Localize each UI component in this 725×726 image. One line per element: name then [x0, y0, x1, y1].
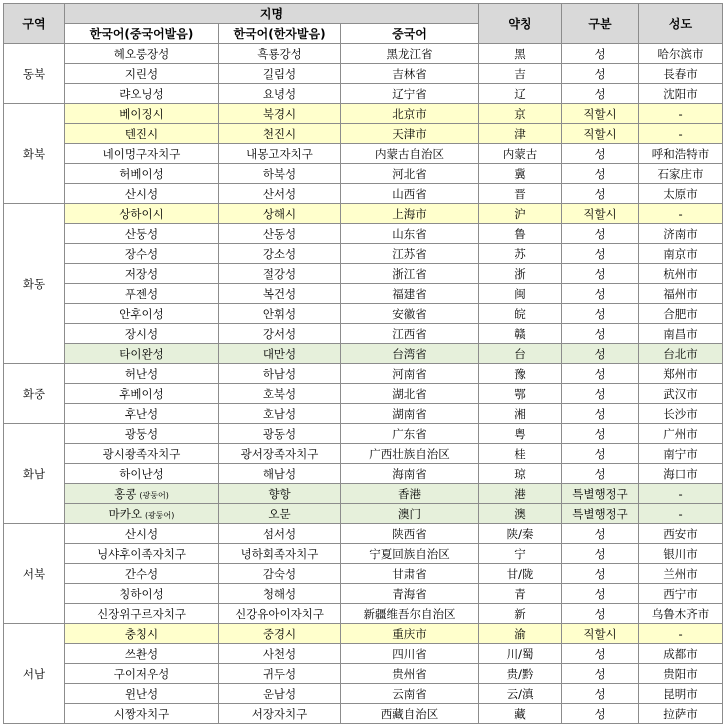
table-row [4, 524, 723, 544]
region-cell: 화남 [4, 424, 65, 524]
korean-hanja-name-cell: 복건성 [219, 284, 341, 304]
capital-cell: - [639, 624, 723, 644]
korean-chinese-name-cell: 네이멍구자치구 [65, 144, 219, 164]
abbreviation-cell: 京 [479, 104, 562, 124]
table-row [4, 644, 723, 664]
korean-hanja-name-cell: 신강유아이자치구 [219, 604, 341, 624]
region-cell: 서북 [4, 524, 65, 624]
region-cell: 화북 [4, 104, 65, 204]
korean-chinese-name-cell: 안후이성 [65, 304, 219, 324]
abbreviation-cell: 川/蜀 [479, 644, 562, 664]
korean-chinese-name-cell: 저장성 [65, 264, 219, 284]
chinese-name-cell: 江苏省 [341, 244, 479, 264]
korean-chinese-name-cell: 랴오닝성 [65, 84, 219, 104]
abbreviation-cell: 津 [479, 124, 562, 144]
table-row [4, 404, 723, 424]
table-row [4, 684, 723, 704]
abbreviation-cell: 陕/秦 [479, 524, 562, 544]
capital-cell: 福州市 [639, 284, 723, 304]
korean-chinese-name-cell: 시짱자치구 [65, 704, 219, 724]
capital-cell: - [639, 124, 723, 144]
division-cell: 성 [562, 144, 639, 164]
table-row [4, 444, 723, 464]
region-cell: 화동 [4, 204, 65, 364]
table-row [4, 124, 723, 144]
korean-hanja-name-cell: 흑룡강성 [219, 44, 341, 64]
division-cell: 성 [562, 364, 639, 384]
capital-cell: - [639, 504, 723, 524]
capital-cell: 济南市 [639, 224, 723, 244]
capital-cell: 南宁市 [639, 444, 723, 464]
chinese-name-cell: 青海省 [341, 584, 479, 604]
division-cell: 성 [562, 324, 639, 344]
capital-cell: 成都市 [639, 644, 723, 664]
korean-hanja-name-cell: 천진시 [219, 124, 341, 144]
korean-chinese-name-cell: 닝샤후이족자치구 [65, 544, 219, 564]
chinese-name-cell: 新疆维吾尔自治区 [341, 604, 479, 624]
chinese-name-cell: 上海市 [341, 204, 479, 224]
chinese-name-cell: 云南省 [341, 684, 479, 704]
chinese-name-cell: 内蒙古自治区 [341, 144, 479, 164]
capital-cell: 呼和浩特市 [639, 144, 723, 164]
table-row [4, 504, 723, 524]
chinese-name-cell: 甘肃省 [341, 564, 479, 584]
abbreviation-cell: 粤 [479, 424, 562, 444]
korean-hanja-name-cell: 내몽고자치구 [219, 144, 341, 164]
korean-hanja-name-cell: 요녕성 [219, 84, 341, 104]
table-row [4, 604, 723, 624]
capital-cell: - [639, 104, 723, 124]
capital-cell: 長春市 [639, 64, 723, 84]
chinese-name-cell: 福建省 [341, 284, 479, 304]
header-region: 구역 [4, 4, 65, 44]
abbreviation-cell: 豫 [479, 364, 562, 384]
chinese-name-cell: 北京市 [341, 104, 479, 124]
capital-cell: 乌鲁木齐市 [639, 604, 723, 624]
korean-chinese-name-cell: 광시좡족자치구 [65, 444, 219, 464]
table-row [4, 224, 723, 244]
division-cell: 성 [562, 704, 639, 724]
chinese-name-cell: 贵州省 [341, 664, 479, 684]
capital-cell: 兰州市 [639, 564, 723, 584]
table-row [4, 284, 723, 304]
capital-cell: 武汉市 [639, 384, 723, 404]
table-row [4, 264, 723, 284]
header-korean-hanja-pronunciation: 한국어(한자발음) [219, 24, 341, 44]
table-row [4, 304, 723, 324]
chinese-name-cell: 宁夏回族自治区 [341, 544, 479, 564]
abbreviation-cell: 冀 [479, 164, 562, 184]
division-cell: 성 [562, 444, 639, 464]
header-abbreviation: 약칭 [479, 4, 562, 44]
province-table [3, 3, 723, 724]
chinese-name-cell: 陕西省 [341, 524, 479, 544]
abbreviation-cell: 青 [479, 584, 562, 604]
chinese-name-cell: 西藏自治区 [341, 704, 479, 724]
abbreviation-cell: 鄂 [479, 384, 562, 404]
abbreviation-cell: 鲁 [479, 224, 562, 244]
abbreviation-cell: 藏 [479, 704, 562, 724]
korean-hanja-name-cell: 하남성 [219, 364, 341, 384]
abbreviation-cell: 湘 [479, 404, 562, 424]
capital-cell: 长沙市 [639, 404, 723, 424]
abbreviation-cell: 渝 [479, 624, 562, 644]
abbreviation-cell: 琼 [479, 464, 562, 484]
region-cell: 동북 [4, 44, 65, 104]
division-cell: 성 [562, 344, 639, 364]
chinese-name-cell: 天津市 [341, 124, 479, 144]
division-cell: 성 [562, 164, 639, 184]
chinese-name-cell: 海南省 [341, 464, 479, 484]
division-cell: 직할시 [562, 124, 639, 144]
capital-cell: 银川市 [639, 544, 723, 564]
header-place-name: 지명 [65, 4, 479, 24]
chinese-name-cell: 辽宁省 [341, 84, 479, 104]
division-cell: 성 [562, 64, 639, 84]
abbreviation-cell: 澳 [479, 504, 562, 524]
abbreviation-cell: 吉 [479, 64, 562, 84]
korean-hanja-name-cell: 산동성 [219, 224, 341, 244]
division-cell: 성 [562, 464, 639, 484]
table-row [4, 104, 723, 124]
capital-cell: 台北市 [639, 344, 723, 364]
korean-chinese-name-cell: 칭하이성 [65, 584, 219, 604]
abbreviation-cell: 苏 [479, 244, 562, 264]
table-row [4, 424, 723, 444]
capital-cell: 杭州市 [639, 264, 723, 284]
division-cell: 성 [562, 544, 639, 564]
capital-cell: 广州市 [639, 424, 723, 444]
abbreviation-cell: 黑 [479, 44, 562, 64]
region-cell: 화중 [4, 364, 65, 424]
korean-hanja-name-cell: 오문 [219, 504, 341, 524]
korean-hanja-name-cell: 하북성 [219, 164, 341, 184]
korean-hanja-name-cell: 절강성 [219, 264, 341, 284]
korean-hanja-name-cell: 향항 [219, 484, 341, 504]
korean-chinese-name-cell: 후난성 [65, 404, 219, 424]
korean-chinese-name-cell: 장시성 [65, 324, 219, 344]
korean-hanja-name-cell: 광서장족자치구 [219, 444, 341, 464]
korean-hanja-name-cell: 강소성 [219, 244, 341, 264]
table-row [4, 344, 723, 364]
table-row [4, 564, 723, 584]
capital-cell: 西宁市 [639, 584, 723, 604]
table-row [4, 244, 723, 264]
table-row [4, 144, 723, 164]
table-row [4, 384, 723, 404]
korean-chinese-name-cell: 신장위구르자치구 [65, 604, 219, 624]
abbreviation-cell: 宁 [479, 544, 562, 564]
division-cell: 성 [562, 604, 639, 624]
header-capital: 성도 [639, 4, 723, 44]
abbreviation-cell: 港 [479, 484, 562, 504]
chinese-name-cell: 广西壮族自治区 [341, 444, 479, 464]
abbreviation-cell: 云/滇 [479, 684, 562, 704]
division-cell: 특별행정구 [562, 504, 639, 524]
chinese-name-cell: 重庆市 [341, 624, 479, 644]
abbreviation-cell: 贵/黔 [479, 664, 562, 684]
korean-hanja-name-cell: 안휘성 [219, 304, 341, 324]
abbreviation-cell: 内蒙古 [479, 144, 562, 164]
chinese-name-cell: 山东省 [341, 224, 479, 244]
division-cell: 성 [562, 384, 639, 404]
korean-hanja-name-cell: 산서성 [219, 184, 341, 204]
korean-chinese-name-cell: 구이저우성 [65, 664, 219, 684]
capital-cell: 哈尔滨市 [639, 44, 723, 64]
abbreviation-cell: 甘/陇 [479, 564, 562, 584]
korean-hanja-name-cell: 녕하회족자치구 [219, 544, 341, 564]
table-row [4, 64, 723, 84]
table-row [4, 364, 723, 384]
division-cell: 성 [562, 584, 639, 604]
header-korean-chinese-pronunciation: 한국어(중국어발음) [65, 24, 219, 44]
korean-chinese-name-cell: 지린성 [65, 64, 219, 84]
division-cell: 성 [562, 84, 639, 104]
table-row [4, 184, 723, 204]
capital-cell: 南京市 [639, 244, 723, 264]
korean-chinese-name-cell: 타이완성 [65, 344, 219, 364]
table-row [4, 704, 723, 724]
capital-cell: 西安市 [639, 524, 723, 544]
abbreviation-cell: 桂 [479, 444, 562, 464]
capital-cell: 石家庄市 [639, 164, 723, 184]
chinese-name-cell: 浙江省 [341, 264, 479, 284]
chinese-name-cell: 山西省 [341, 184, 479, 204]
korean-hanja-name-cell: 중경시 [219, 624, 341, 644]
korean-hanja-name-cell: 호북성 [219, 384, 341, 404]
chinese-name-cell: 台湾省 [341, 344, 479, 364]
header-division: 구분 [562, 4, 639, 44]
division-cell: 성 [562, 404, 639, 424]
capital-cell: 沈阳市 [639, 84, 723, 104]
chinese-name-cell: 广东省 [341, 424, 479, 444]
abbreviation-cell: 皖 [479, 304, 562, 324]
division-cell: 성 [562, 304, 639, 324]
korean-hanja-name-cell: 광동성 [219, 424, 341, 444]
korean-hanja-name-cell: 호남성 [219, 404, 341, 424]
table-row [4, 584, 723, 604]
chinese-name-cell: 河南省 [341, 364, 479, 384]
header-chinese: 중국어 [341, 24, 479, 44]
korean-hanja-name-cell: 강서성 [219, 324, 341, 344]
table-row [4, 164, 723, 184]
division-cell: 성 [562, 284, 639, 304]
chinese-name-cell: 黑龙江省 [341, 44, 479, 64]
korean-chinese-name-cell: 텐진시 [65, 124, 219, 144]
division-cell: 직할시 [562, 104, 639, 124]
capital-cell: 太原市 [639, 184, 723, 204]
chinese-name-cell: 香港 [341, 484, 479, 504]
abbreviation-cell: 赣 [479, 324, 562, 344]
chinese-name-cell: 江西省 [341, 324, 479, 344]
name-text: 마카오 [108, 506, 142, 521]
division-cell: 직할시 [562, 624, 639, 644]
korean-hanja-name-cell: 운남성 [219, 684, 341, 704]
korean-chinese-name-cell: 산시성 [65, 524, 219, 544]
korean-hanja-name-cell: 상해시 [219, 204, 341, 224]
region-cell: 서남 [4, 624, 65, 724]
division-cell: 직할시 [562, 204, 639, 224]
abbreviation-cell: 辽 [479, 84, 562, 104]
korean-hanja-name-cell: 대만성 [219, 344, 341, 364]
division-cell: 성 [562, 644, 639, 664]
abbreviation-cell: 晋 [479, 184, 562, 204]
korean-chinese-name-cell: 베이징시 [65, 104, 219, 124]
korean-chinese-name-cell: 간수성 [65, 564, 219, 584]
korean-hanja-name-cell: 섬서성 [219, 524, 341, 544]
table-row [4, 544, 723, 564]
capital-cell: 海口市 [639, 464, 723, 484]
korean-chinese-name-cell: 산시성 [65, 184, 219, 204]
korean-chinese-name-cell: 광둥성 [65, 424, 219, 444]
abbreviation-cell: 闽 [479, 284, 562, 304]
capital-cell: - [639, 484, 723, 504]
capital-cell: 拉萨市 [639, 704, 723, 724]
division-cell: 성 [562, 244, 639, 264]
pronunciation-note: (광둥어) [139, 490, 169, 500]
capital-cell: 昆明市 [639, 684, 723, 704]
korean-hanja-name-cell: 북경시 [219, 104, 341, 124]
table-row [4, 204, 723, 224]
chinese-name-cell: 湖北省 [341, 384, 479, 404]
korean-chinese-name-cell: 윈난성 [65, 684, 219, 704]
korean-chinese-name-cell: 헤오룽장성 [65, 44, 219, 64]
chinese-name-cell: 吉林省 [341, 64, 479, 84]
korean-chinese-name-cell: 푸젠성 [65, 284, 219, 304]
korean-chinese-name-cell: 하이난성 [65, 464, 219, 484]
table-row [4, 84, 723, 104]
korean-chinese-name-cell: 산둥성 [65, 224, 219, 244]
chinese-name-cell: 四川省 [341, 644, 479, 664]
abbreviation-cell: 新 [479, 604, 562, 624]
capital-cell: 郑州市 [639, 364, 723, 384]
name-text: 홍콩 [114, 486, 137, 501]
korean-chinese-name-cell [65, 484, 219, 504]
division-cell: 성 [562, 224, 639, 244]
korean-chinese-name-cell: 허난성 [65, 364, 219, 384]
korean-chinese-name-cell: 장수성 [65, 244, 219, 264]
korean-chinese-name-cell: 충칭시 [65, 624, 219, 644]
abbreviation-cell: 台 [479, 344, 562, 364]
korean-chinese-name-cell [65, 504, 219, 524]
capital-cell: 贵阳市 [639, 664, 723, 684]
capital-cell: - [639, 204, 723, 224]
division-cell: 성 [562, 264, 639, 284]
korean-chinese-name-cell: 허베이성 [65, 164, 219, 184]
table-row [4, 624, 723, 644]
table-row [4, 464, 723, 484]
korean-hanja-name-cell: 청해성 [219, 584, 341, 604]
korean-hanja-name-cell: 감숙성 [219, 564, 341, 584]
division-cell: 성 [562, 684, 639, 704]
korean-hanja-name-cell: 해남성 [219, 464, 341, 484]
table-row [4, 484, 723, 504]
korean-hanja-name-cell: 귀두성 [219, 664, 341, 684]
abbreviation-cell: 浙 [479, 264, 562, 284]
korean-chinese-name-cell: 상하이시 [65, 204, 219, 224]
division-cell: 성 [562, 664, 639, 684]
table-row [4, 664, 723, 684]
division-cell: 성 [562, 564, 639, 584]
division-cell: 성 [562, 184, 639, 204]
capital-cell: 合肥市 [639, 304, 723, 324]
pronunciation-note: (광둥어) [144, 510, 175, 520]
chinese-name-cell: 湖南省 [341, 404, 479, 424]
division-cell: 성 [562, 424, 639, 444]
chinese-name-cell: 安徽省 [341, 304, 479, 324]
korean-chinese-name-cell: 후베이성 [65, 384, 219, 404]
table-row [4, 44, 723, 64]
chinese-name-cell: 河北省 [341, 164, 479, 184]
korean-hanja-name-cell: 사천성 [219, 644, 341, 664]
abbreviation-cell: 沪 [479, 204, 562, 224]
korean-hanja-name-cell: 서장자치구 [219, 704, 341, 724]
korean-hanja-name-cell: 길림성 [219, 64, 341, 84]
korean-chinese-name-cell: 쓰촨성 [65, 644, 219, 664]
table-row [4, 324, 723, 344]
chinese-name-cell: 澳门 [341, 504, 479, 524]
capital-cell: 南昌市 [639, 324, 723, 344]
division-cell: 성 [562, 524, 639, 544]
division-cell: 성 [562, 44, 639, 64]
division-cell: 특별행정구 [562, 484, 639, 504]
